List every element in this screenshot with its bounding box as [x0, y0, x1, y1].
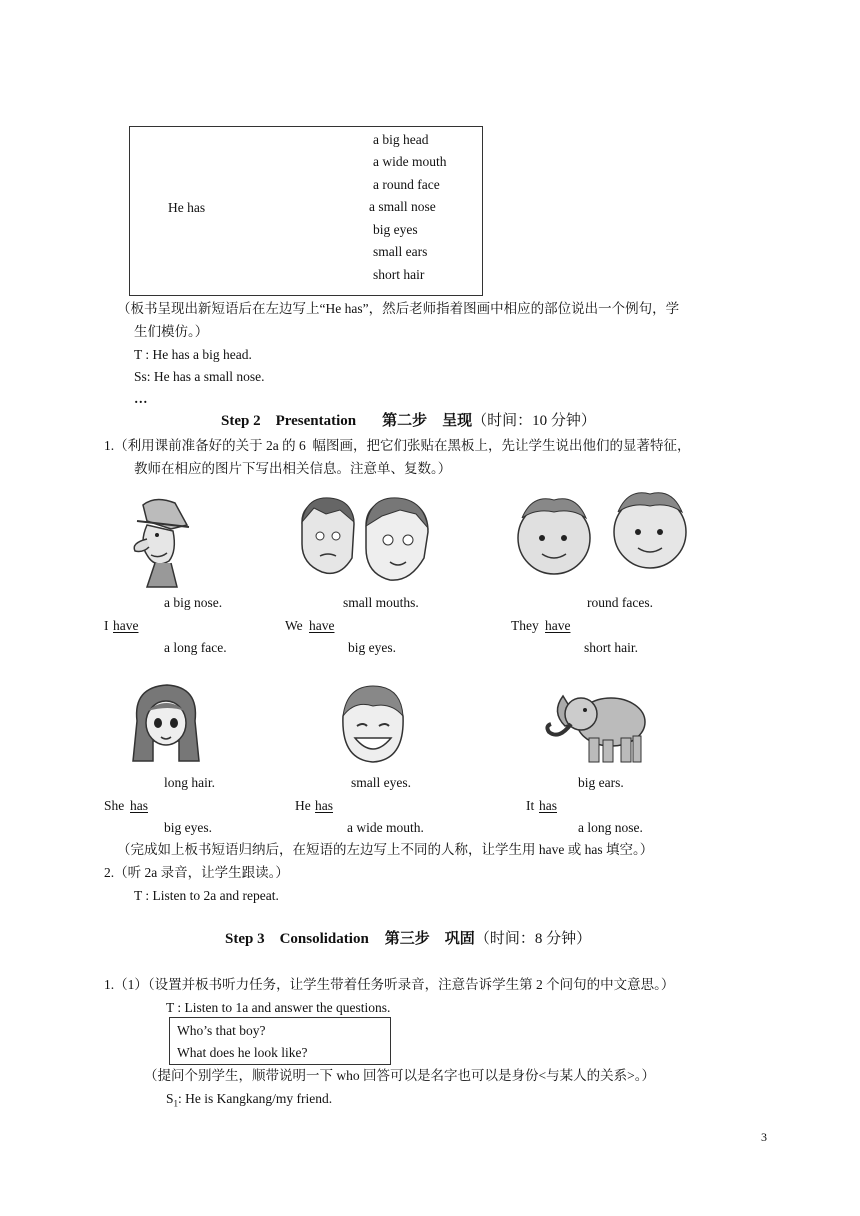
- girl-long-hair-picture: [129, 681, 203, 765]
- step3-en: Step 3 Consolidation: [225, 931, 369, 947]
- phrase: round faces.: [587, 595, 653, 610]
- board-subject: He has: [168, 200, 206, 215]
- phrase: big eyes.: [348, 640, 396, 655]
- step2-item1-cont: 教师在相应的图片下写出相关信息。注意单、复数。）: [134, 461, 452, 476]
- board-phrase: big eyes: [373, 222, 418, 237]
- dialog-line: T : Listen to 1a and answer the questions.: [166, 1000, 391, 1015]
- sentence-verb: have: [309, 618, 335, 633]
- question: Who’s that boy?: [177, 1023, 266, 1038]
- note-text: 生们模仿。）: [134, 324, 209, 339]
- note-text: （板书呈现出新短语后在左边写上“He has”，然后老师指着图画中相应的部位说出一个例句，学: [117, 301, 680, 316]
- sentence-verb: has: [315, 798, 333, 813]
- step3-time: （时间：8 分钟）: [474, 931, 592, 947]
- student-answer: [166, 1092, 332, 1109]
- phrase: a long face.: [164, 640, 227, 655]
- sentence-subject: She: [104, 798, 125, 813]
- student-answer-text: : He is Kangkang/my friend.: [178, 1091, 333, 1106]
- page-number: 3: [761, 1130, 767, 1144]
- phrase: big eyes.: [164, 820, 212, 835]
- step2-heading: [221, 414, 596, 429]
- sentence-subject: We: [285, 618, 303, 633]
- board-phrase: a round face: [373, 177, 440, 192]
- ellipsis: …: [134, 391, 148, 406]
- note-text: （提问个别学生，顺带说明一下 who 回答可以是名字也可以是身份<与某人的关系>。）: [144, 1068, 655, 1083]
- step3-cn: 第三步 巩固: [384, 931, 475, 947]
- sentence-verb: have: [113, 618, 139, 633]
- sentence-subject: It: [526, 798, 535, 813]
- phrase: long hair.: [164, 775, 215, 790]
- dialog-line: T : Listen to 2a and repeat.: [134, 888, 279, 903]
- phrase: small eyes.: [351, 775, 411, 790]
- smiling-boy-picture: [333, 682, 413, 766]
- phrase: short hair.: [584, 640, 638, 655]
- sentence-subject: They: [511, 618, 539, 633]
- step2-item2: 2.（听 2a 录音，让学生跟读。）: [104, 865, 289, 880]
- phrase: a big nose.: [164, 595, 223, 610]
- board-phrase: a small nose: [369, 199, 436, 214]
- step3-heading: [225, 932, 591, 947]
- board-phrase: a big head: [373, 132, 429, 147]
- elephant-picture: [541, 682, 651, 766]
- two-boys-picture: [296, 492, 436, 582]
- dialog-line: Ss: He has a small nose.: [134, 369, 265, 384]
- student-subscript: 1: [173, 1098, 179, 1109]
- note-text: （完成如上板书短语归纳后，在短语的左边写上不同的人称，让学生用 have 或 has 填空。）: [117, 842, 654, 857]
- phrase: a wide mouth.: [347, 820, 424, 835]
- step3-item1: 1.（1）（设置并板书听力任务，让学生带着任务听录音，注意告诉学生第 2 个问句的中文意思。）: [104, 977, 675, 992]
- sentence-verb: have: [545, 618, 571, 633]
- two-round-face-boys-picture: [502, 488, 712, 578]
- sentence-verb: has: [539, 798, 557, 813]
- step2-item1: 1.（利用课前准备好的关于 2a 的 6 幅图画，把它们张贴在黑板上，先让学生说出他们的显著特征，: [104, 438, 691, 453]
- student-label: S: [166, 1091, 174, 1106]
- cowboy-man-picture: [125, 495, 195, 590]
- board-phrase: small ears: [373, 244, 428, 259]
- dialog-line: T : He has a big head.: [134, 347, 252, 362]
- phrase: small mouths.: [343, 595, 419, 610]
- board-phrase: a wide mouth: [373, 154, 447, 169]
- step2-cn: 第二步 呈现: [382, 413, 473, 429]
- sentence-subject: I: [104, 618, 109, 633]
- question: What does he look like?: [177, 1045, 308, 1060]
- step2-time: （时间：10 分钟）: [472, 413, 596, 429]
- phrase: a long nose.: [578, 820, 643, 835]
- sentence-verb: has: [130, 798, 148, 813]
- board-phrase: short hair: [373, 267, 425, 282]
- step2-en: Step 2 Presentation: [221, 413, 357, 429]
- sentence-subject: He: [295, 798, 311, 813]
- phrase: big ears.: [578, 775, 624, 790]
